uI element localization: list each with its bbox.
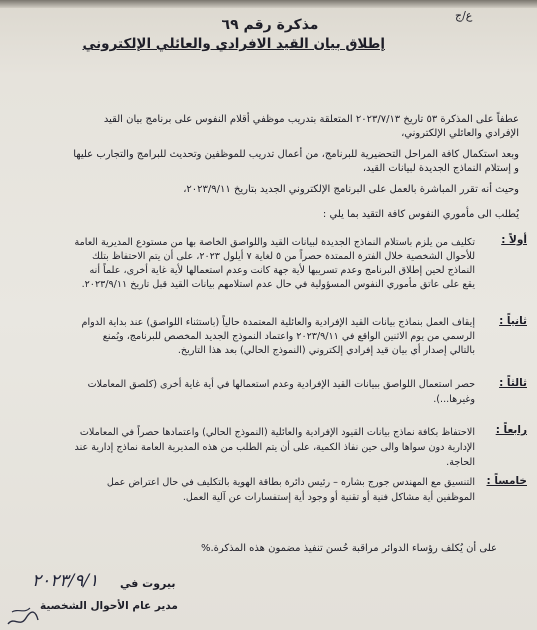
item-second-line: بالتالي إصدار أي بيان قيد إفرادي إلكتروني (النموذج الحالي) بعد هذا التاريخ.: [177, 345, 475, 356]
signatory-title: مدير عام الأحوال الشخصية: [40, 600, 178, 612]
item-first-line: للأحوال الشخصية خلال الفترة الممتدة حصراً من ٥ لغاية ٧ أيلول ٢٠٢٣، على أن يتم الاحتفاظ بتلك: [91, 251, 475, 262]
item-first-line: النماذج لحين إطلاق البرنامج وعدم تسريبها لأية جهة كانت وعدم استعمالها لأية غاية أخرى، علماً أنه: [89, 265, 475, 276]
item-label-fifth: خامساً :: [486, 475, 527, 487]
signature-mark: [4, 598, 42, 630]
item-second-line: إيقاف العمل بنماذج بيانات القيد الإفرادية والعائلية المعتمدة حالياً (باستثناء اللواصق) عند بداية الدوام: [81, 317, 475, 328]
intro-line-2: الإفرادي والعائلي الإلكتروني،: [401, 128, 519, 139]
item-label-fourth: رابعاً :: [495, 424, 527, 436]
intro-line-4: و إستلام النماذج الجديدة لبيانات القيد،: [362, 163, 519, 174]
item-fifth-line: التنسيق مع المهندس جورج بشاره – رئيس دائرة بطاقة الهوية بالتكليف في حال اعتراض عمل: [106, 477, 475, 488]
place-label: بيروت في: [120, 577, 176, 590]
memo-number-title: مذكرة رقم ٦٩: [221, 17, 319, 33]
intro-line-5: وحيث أنه تقرر المباشرة بالعمل على البرنامج الإلكتروني الجديد بتاريخ ٢٠٢٣/٩/١١،: [183, 184, 519, 195]
intro-line-1: عطفاً على المذكرة ٥٣ تاريخ ٢٠٢٣/٧/١٣ المتعلقة بتدريب موظفي أقلام النفوس على برنامج بيان القيد: [103, 114, 519, 125]
item-label-third: ثالثاً :: [499, 377, 527, 389]
item-second-line: الرسمي من يوم الاثنين الواقع في ٢٠٢٣/٩/١١ واعتماد النموذج الجديد المخصص للبرنامج، ويُمنع: [102, 331, 475, 342]
intro-line-3: وبعد استكمال كافة المراحل التحضيرية للبرنامج، من أعمال تدريب للموظفين وتحديث للبرامج والتجارب عليها: [73, 149, 519, 160]
item-first-line: تكليف من يلزم باستلام النماذج الجديدة لبيانات القيد واللواصق الخاصة بها من مستودع المديرية العامة: [74, 237, 475, 248]
item-first-line: يقع على عاتق مأموري النفوس المسؤولية في حال عدم استلامهم بيانات القيد قبل تاريخ ٢٠٢٣/٩/١١.: [81, 279, 475, 290]
item-label-second: ثانياً :: [499, 315, 527, 327]
item-fourth-line: الحاجة.: [446, 457, 475, 468]
item-third-line: حصر استعمال اللواصق ببيانات القيد الإفرادية وعدم استعمالها في أية غاية أخرى (كلصق المعاملات: [87, 379, 475, 390]
item-label-first: أولاً :: [501, 234, 527, 246]
handwritten-date: ٢٠٢٣/٩/١: [32, 571, 99, 591]
item-third-line: وغيرها...).: [433, 394, 475, 405]
closing-line: على أن يُكلف رؤساء الدوائر مراقبة حُسن تنفيذ مضمون هذه المذكرة.%: [200, 543, 497, 554]
item-fourth-line: الإدارية دون سواها والى حين نفاذ الكمية، على أن يتم الطلب من هذه المديرية العامة نماذج إدارية عند: [74, 442, 475, 453]
item-fourth-line: الاحتفاظ بكافة نماذج بيانات القيود الإفرادية والعائلية (النموذج الحالي) واعتمادها حصراً في المعاملات: [79, 427, 475, 438]
intro-line-6: يُطلب الى مأموري النفوس كافة التقيد بما يلي :: [322, 209, 519, 220]
reference-code: ع/ج: [455, 9, 473, 22]
memo-subject: إطلاق بيان القيد الافرادي والعائلي الإلكتروني: [82, 36, 385, 52]
item-fifth-line: الموظفين أية مشاكل فنية أو تقنية أو وجود أية إستفسارات عن آلية العمل.: [182, 492, 475, 503]
